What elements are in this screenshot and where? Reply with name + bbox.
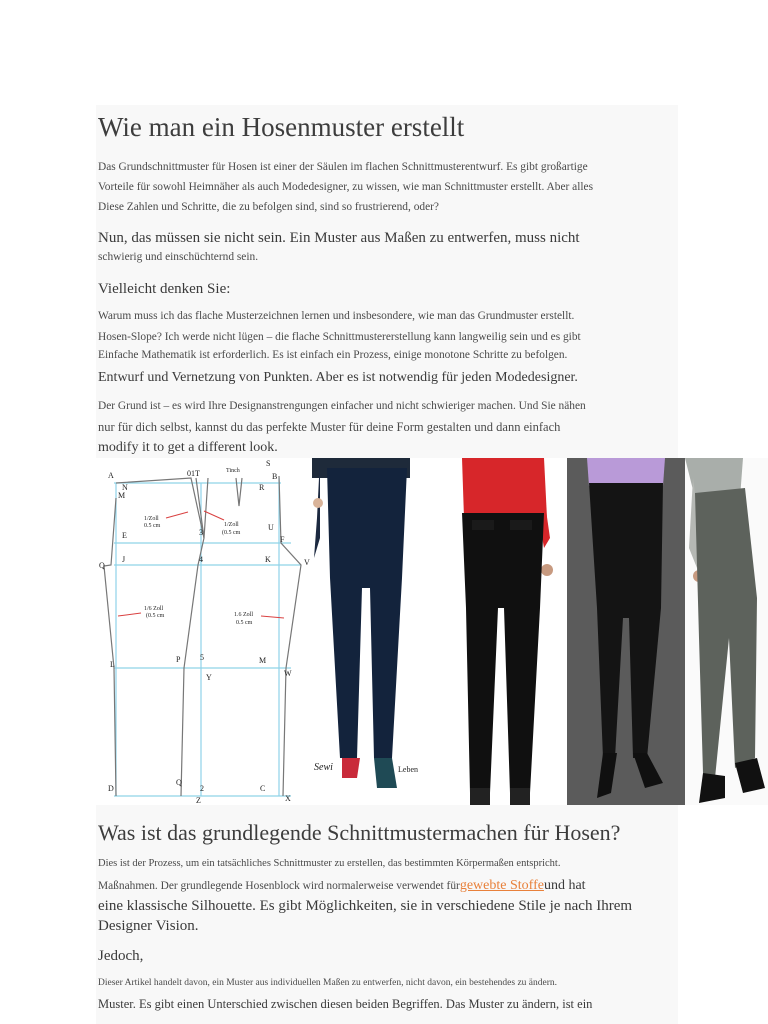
note-2b: (0.5 cm	[222, 530, 241, 536]
label-l: L	[110, 660, 115, 669]
note-1a: 1/Zoll	[144, 516, 159, 522]
photo-grey-joggers	[685, 458, 768, 805]
label-z: Z	[196, 796, 201, 805]
label-5: 5	[200, 653, 204, 662]
note-4a: 1.6 Zoll	[234, 612, 253, 618]
label-x: X	[285, 794, 291, 803]
label-s: S	[266, 459, 271, 468]
section2-line-2-end: und hat	[543, 878, 586, 893]
trouser-pattern-drawing	[96, 458, 312, 805]
note-1b: 0.5 cm	[144, 523, 161, 529]
section2-line-2-text: Maßnahmen. Der grundlegende Hosenblock wird normalerweise verwendet für	[98, 880, 460, 892]
note-2a: 1/Zoll	[224, 522, 239, 528]
note-3b: (0.5 cm	[146, 613, 165, 619]
think-line-2: Hosen-Slope? Ich werde nicht lügen – die flache Schnittmustererstellung kann langweilig sein und es gibt	[98, 331, 581, 343]
hero-image	[96, 458, 768, 805]
label-k: K	[265, 555, 271, 564]
reason-line-3: modify it to get a different look.	[98, 440, 278, 455]
label-u: U	[268, 523, 274, 532]
label-p: P	[176, 655, 181, 664]
label-m: M	[118, 491, 126, 500]
photo-black-trousers	[432, 458, 567, 805]
section2-line-1: Dies ist der Prozess, um ein tatsächliches Schnittmuster zu erstellen, das bestimmten Körpermaßen entspricht.	[98, 858, 561, 869]
label-w: W	[284, 669, 292, 678]
think-line-1: Warum muss ich das flache Musterzeichnen lernen und insbesondere, wie man das Grundmuster erstellt.	[98, 310, 575, 322]
woven-fabrics-link[interactable]: gewebte Stoffe	[459, 878, 544, 893]
label-3: 3	[199, 528, 203, 537]
label-n: N	[122, 483, 128, 492]
section2-heading: Was ist das grundlegende Schnittmustermachen für Hosen?	[98, 820, 621, 845]
label-y: Y	[206, 673, 212, 682]
note-3a: 1/6 Zoll	[144, 606, 164, 612]
article-title: Wie man ein Hosenmuster erstellt	[98, 112, 465, 142]
section2-line-4: Designer Vision.	[98, 918, 199, 934]
label-q2: Q	[176, 778, 182, 787]
note-4b: 0.5 cm	[236, 620, 253, 626]
label-v: V	[304, 558, 310, 567]
watermark-right: Leben	[398, 765, 418, 774]
closing-line: Muster. Es gibt einen Unterschied zwischen diesen beiden Begriffen. Das Muster zu ändern, ist ein	[98, 997, 593, 1011]
label-f: F	[280, 535, 285, 544]
photo-navy-trousers	[312, 458, 432, 805]
intro-line-3: Diese Zahlen und Schritte, die zu befolgen sind, sind so frustrierend, oder?	[98, 201, 439, 213]
watermark-left: Sewi	[314, 762, 333, 773]
label-2: 2	[200, 784, 204, 793]
think-line-4: Entwurf und Vernetzung von Punkten. Aber es ist notwendig für jeden Modedesigner.	[98, 370, 578, 385]
label-q: Q	[99, 561, 105, 570]
photo-leggings	[567, 458, 685, 805]
section2-line-3: eine klassische Silhouette. Es gibt Möglichkeiten, sie in verschiedene Stile je nach Ihrem	[98, 898, 633, 914]
label-d: D	[108, 784, 114, 793]
section2-line-2	[98, 878, 586, 894]
label-a: A	[108, 471, 114, 480]
label-b: B	[272, 472, 278, 481]
label-j: J	[122, 555, 126, 564]
think-line-3: Einfache Mathematik ist erforderlich. Es ist einfach ein Prozess, einige monotone Schritte zu befolgen.	[98, 349, 568, 361]
label-4: 4	[199, 555, 203, 564]
label-e: E	[122, 531, 127, 540]
label-01t: 01T	[187, 469, 200, 478]
answer-line-2: schwierig und einschüchternd sein.	[98, 251, 259, 263]
however-line: Jedoch,	[98, 948, 144, 964]
label-r: R	[259, 483, 265, 492]
label-m2: M	[259, 656, 267, 665]
label-tinch: Tinch	[226, 468, 240, 474]
answer-line-1: Nun, das müssen sie nicht sein. Ein Muster aus Maßen zu entwerfen, muss nicht	[98, 230, 580, 246]
think-heading: Vielleicht denken Sie:	[98, 281, 231, 297]
closing-small: Dieser Artikel handelt davon, ein Muster aus individuellen Maßen zu entwerfen, nicht davon, ein bestehendes zu ändern.	[98, 978, 558, 988]
reason-line-1: Der Grund ist – es wird Ihre Designanstrengungen einfacher und nicht schwieriger machen. Und Sie nähen	[98, 400, 586, 412]
intro-line-2: Vorteile für sowohl Heimnäher als auch Modedesigner, zu wissen, wie man Schnittmuster erstellt. Aber alles	[98, 181, 594, 193]
intro-line-1: Das Grundschnittmuster für Hosen ist einer der Säulen im flachen Schnittmusterentwurf. Es gibt großartige	[98, 161, 588, 173]
reason-line-2: nur für dich selbst, kannst du das perfekte Muster für deine Form gestalten und dann einfach	[98, 420, 561, 434]
label-c: C	[260, 784, 266, 793]
